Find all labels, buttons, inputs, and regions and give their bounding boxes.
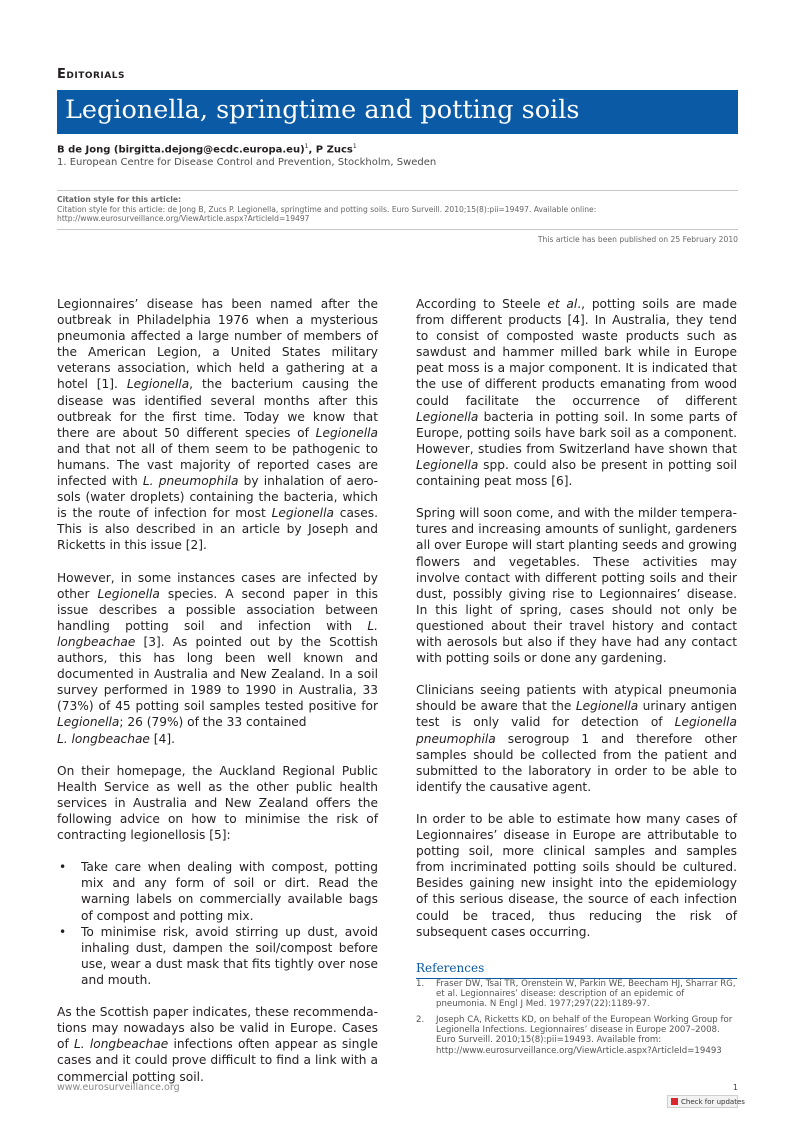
author-2: , P Zucs: [308, 144, 353, 156]
paragraph: On their homepage, the Auckland Regional Public Health Service as well as the other public health services in Australia and New Zealand offers the following advice on how to minimise the risk of contracting legionellosis [5]:: [57, 763, 378, 843]
list-item: [57, 924, 378, 988]
check-for-updates-button[interactable]: [667, 1095, 745, 1108]
italic-run: Legionella: [126, 377, 190, 392]
text-run: ; 26 (79%) of the 33 contained: [119, 715, 307, 730]
reference-item: [416, 1015, 737, 1056]
italic-run: L. longbeachae: [57, 618, 378, 649]
left-column: [57, 296, 378, 1101]
bullet-glyph: •: [59, 860, 67, 875]
affiliation: 1. European Centre for Disease Control and Prevention, Stockholm, Sweden: [57, 157, 437, 168]
divider-bottom: [57, 229, 738, 230]
paragraph: [57, 296, 378, 554]
text-run: [4].: [149, 731, 175, 746]
reference-text: Joseph CA, Ricketts KD, on behalf of the European Working Group for Legionella Infections. Legionnaires’ disease in Europe 2007–2008. Euro Surveill. 2010;15(8):pii=19493. Available from: http://www.eurosurveillance.org/ViewArticle.aspx?ArticleId=19493: [436, 1014, 733, 1056]
article-title: Legionella, springtime and potting soils: [65, 95, 580, 125]
list-item-text: Take care when dealing with compost, potting mix and any form of soil or dirt. Read the warning labels on commercially available bags of compost and potting mix.: [81, 860, 378, 923]
paragraph: [57, 570, 378, 747]
italic-run: L. longbeachae: [73, 1037, 169, 1052]
text-run: Legionnaires’ disease has been named after the outbreak in Philadelphia 1976 when a mysterious pneumonia affected a large number of members of the American Legion, a United States military veterans association, which held a gathering at a hotel [1].: [57, 297, 378, 392]
paragraph: Spring will soon come, and with the milder temperatures and increasing amounts of sunlight, gardeners all over Europe will start planting seeds and growing flowers and vegetables. These activities may involve contact with different potting soils and their dust, possibly giving rise to Legionnaires’ disease. In this light of spring, cases should not only be questioned about their travel history and contact with aerosols but also if they have had any contact with potting soils or done any gardening.: [416, 506, 737, 666]
references-heading: References: [416, 960, 737, 979]
text-run: Clinicians seeing patients with atypical pneumonia should be aware that the: [416, 683, 737, 714]
divider-top: [57, 190, 738, 191]
reference-number: 2.: [416, 1014, 425, 1025]
italic-run: Legionella: [315, 425, 378, 440]
published-date: This article has been published on 25 February 2010: [537, 235, 738, 244]
author-1-affiliation-mark: 1: [304, 143, 309, 150]
references-list: [416, 979, 737, 1056]
check-for-updates-label: Check for updates: [681, 1098, 745, 1106]
citation-heading: Citation style for this article:: [57, 195, 182, 204]
page-number: 1: [732, 1083, 738, 1092]
italic-run: Legionella pneumophila: [416, 715, 737, 746]
text-run: urinary antigen test is only valid for detection of: [416, 699, 737, 730]
text-run: cases. This is also described in an article by Joseph and Ricketts in this issue [2].: [57, 506, 378, 553]
text-run: spp. could also be present in potting soil containing peat moss [6].: [416, 457, 737, 489]
text-run: serogroup 1 and therefore other samples should be collected from the patient and submitted to the laboratory in order to be able to identify the causative agent.: [416, 731, 737, 794]
italic-run: L. longbeachae: [57, 731, 150, 746]
italic-run: L. pneumophila: [142, 474, 239, 489]
reference-item: [416, 979, 737, 1010]
text-run: and that not all of them seem to be pathogenic to humans. The vast majority of reported cases are infected with: [57, 441, 378, 489]
footer-url[interactable]: www.eurosurveillance.org: [57, 1082, 180, 1093]
text-run: ., potting soils are made from different products [4]. In Australia, they tend to consist of composted waste products such as sawdust and hammer milled bark while in Europe peat moss is a major component. It is indicated that the use of different products emanating from wood could facilitate the occurrence of different: [416, 297, 737, 408]
text-run: As the Scottish paper indicates, these recommendations may nowadays also be valid in Europe. Cases of: [57, 1005, 378, 1052]
authors: [57, 143, 357, 155]
text-run: However, in some instances cases are infected by other: [57, 570, 378, 601]
text-run: , the bacterium causing the disease was identified several months after this outbreak for the first time. Today we know that there are about 50 different species of: [57, 377, 378, 440]
bullet-glyph: •: [59, 924, 67, 939]
paragraph: [57, 1004, 378, 1084]
text-run: infections often appear as single cases and it could prove difficult to find a link with a commercial potting soil.: [57, 1037, 378, 1084]
italic-run: Legionella: [271, 506, 334, 521]
reference-text: Fraser DW, Tsai TR, Orenstein W, Parkin WE, Beecham HJ, Sharrar RG, et al. Legionnaires’ disease: description of an epidemic of pneumonia. N Engl J Med. 1977;297(22):1189-97.: [436, 978, 736, 1010]
title-bar: [57, 90, 738, 134]
update-icon: [671, 1098, 678, 1105]
author-2-affiliation-mark: 1: [352, 143, 357, 150]
text-run: by inhalation of aerosols (water droplets) containing the bacteria, which is the route of infection for most: [57, 474, 378, 521]
paragraph: In order to be able to estimate how many cases of Legionnaires’ disease in Europe are attributable to potting soil, more clinical samples and samples from incriminated potting soils should be cultured. Besides gaining new insight into the epidemiology of this serious disease, the source of each infection could be traced, thus reducing the risk of subsequent cases occurring.: [416, 812, 737, 939]
advice-list: [57, 859, 378, 988]
citation-text: Citation style for this article: de Jong B, Zucs P. Legionella, springtime and potting soils. Euro Surveill. 2010;15(8):pii=19497. Available online: http://www.eurosurveillance.org/ViewArticle.aspx?ArticleId=19497: [57, 205, 597, 223]
right-column: [416, 296, 737, 1072]
paragraph: [416, 296, 737, 489]
italic-run: Legionella: [575, 699, 639, 714]
italic-run: Legionella: [97, 586, 160, 601]
list-item-text: To minimise risk, avoid stirring up dust, avoid inhaling dust, dampen the soil/compost before use, wear a dust mask that fits tightly over nose and mouth.: [81, 924, 378, 987]
text-run: species. A second paper in this issue describes a possible association between handling potting soil and infection with: [57, 586, 378, 633]
text-run: [3]. As pointed out by the Scottish authors, this has long been well known and documented in Australia and New Zealand. In a soil survey performed in 1989 to 1990 in Australia, 33 (73%) of 45 potting soil samples tested positive for: [57, 634, 378, 714]
italic-run: Legionella: [57, 715, 120, 730]
italic-run: Legionella: [416, 409, 479, 424]
list-item: [57, 859, 378, 923]
text-run: bacteria in potting soil. In some parts of Europe, potting soils have bark soil as a component. However, studies from Switzerland have shown that: [416, 409, 737, 456]
italic-run: et al: [547, 297, 578, 311]
text-run: According to Steele: [416, 297, 548, 311]
reference-number: 1.: [416, 978, 425, 989]
italic-run: Legionella: [416, 457, 479, 472]
author-1[interactable]: B de Jong (birgitta.dejong@ecdc.europa.eu): [57, 144, 305, 156]
paragraph: [416, 682, 737, 795]
section-label: Editorials: [57, 67, 125, 82]
